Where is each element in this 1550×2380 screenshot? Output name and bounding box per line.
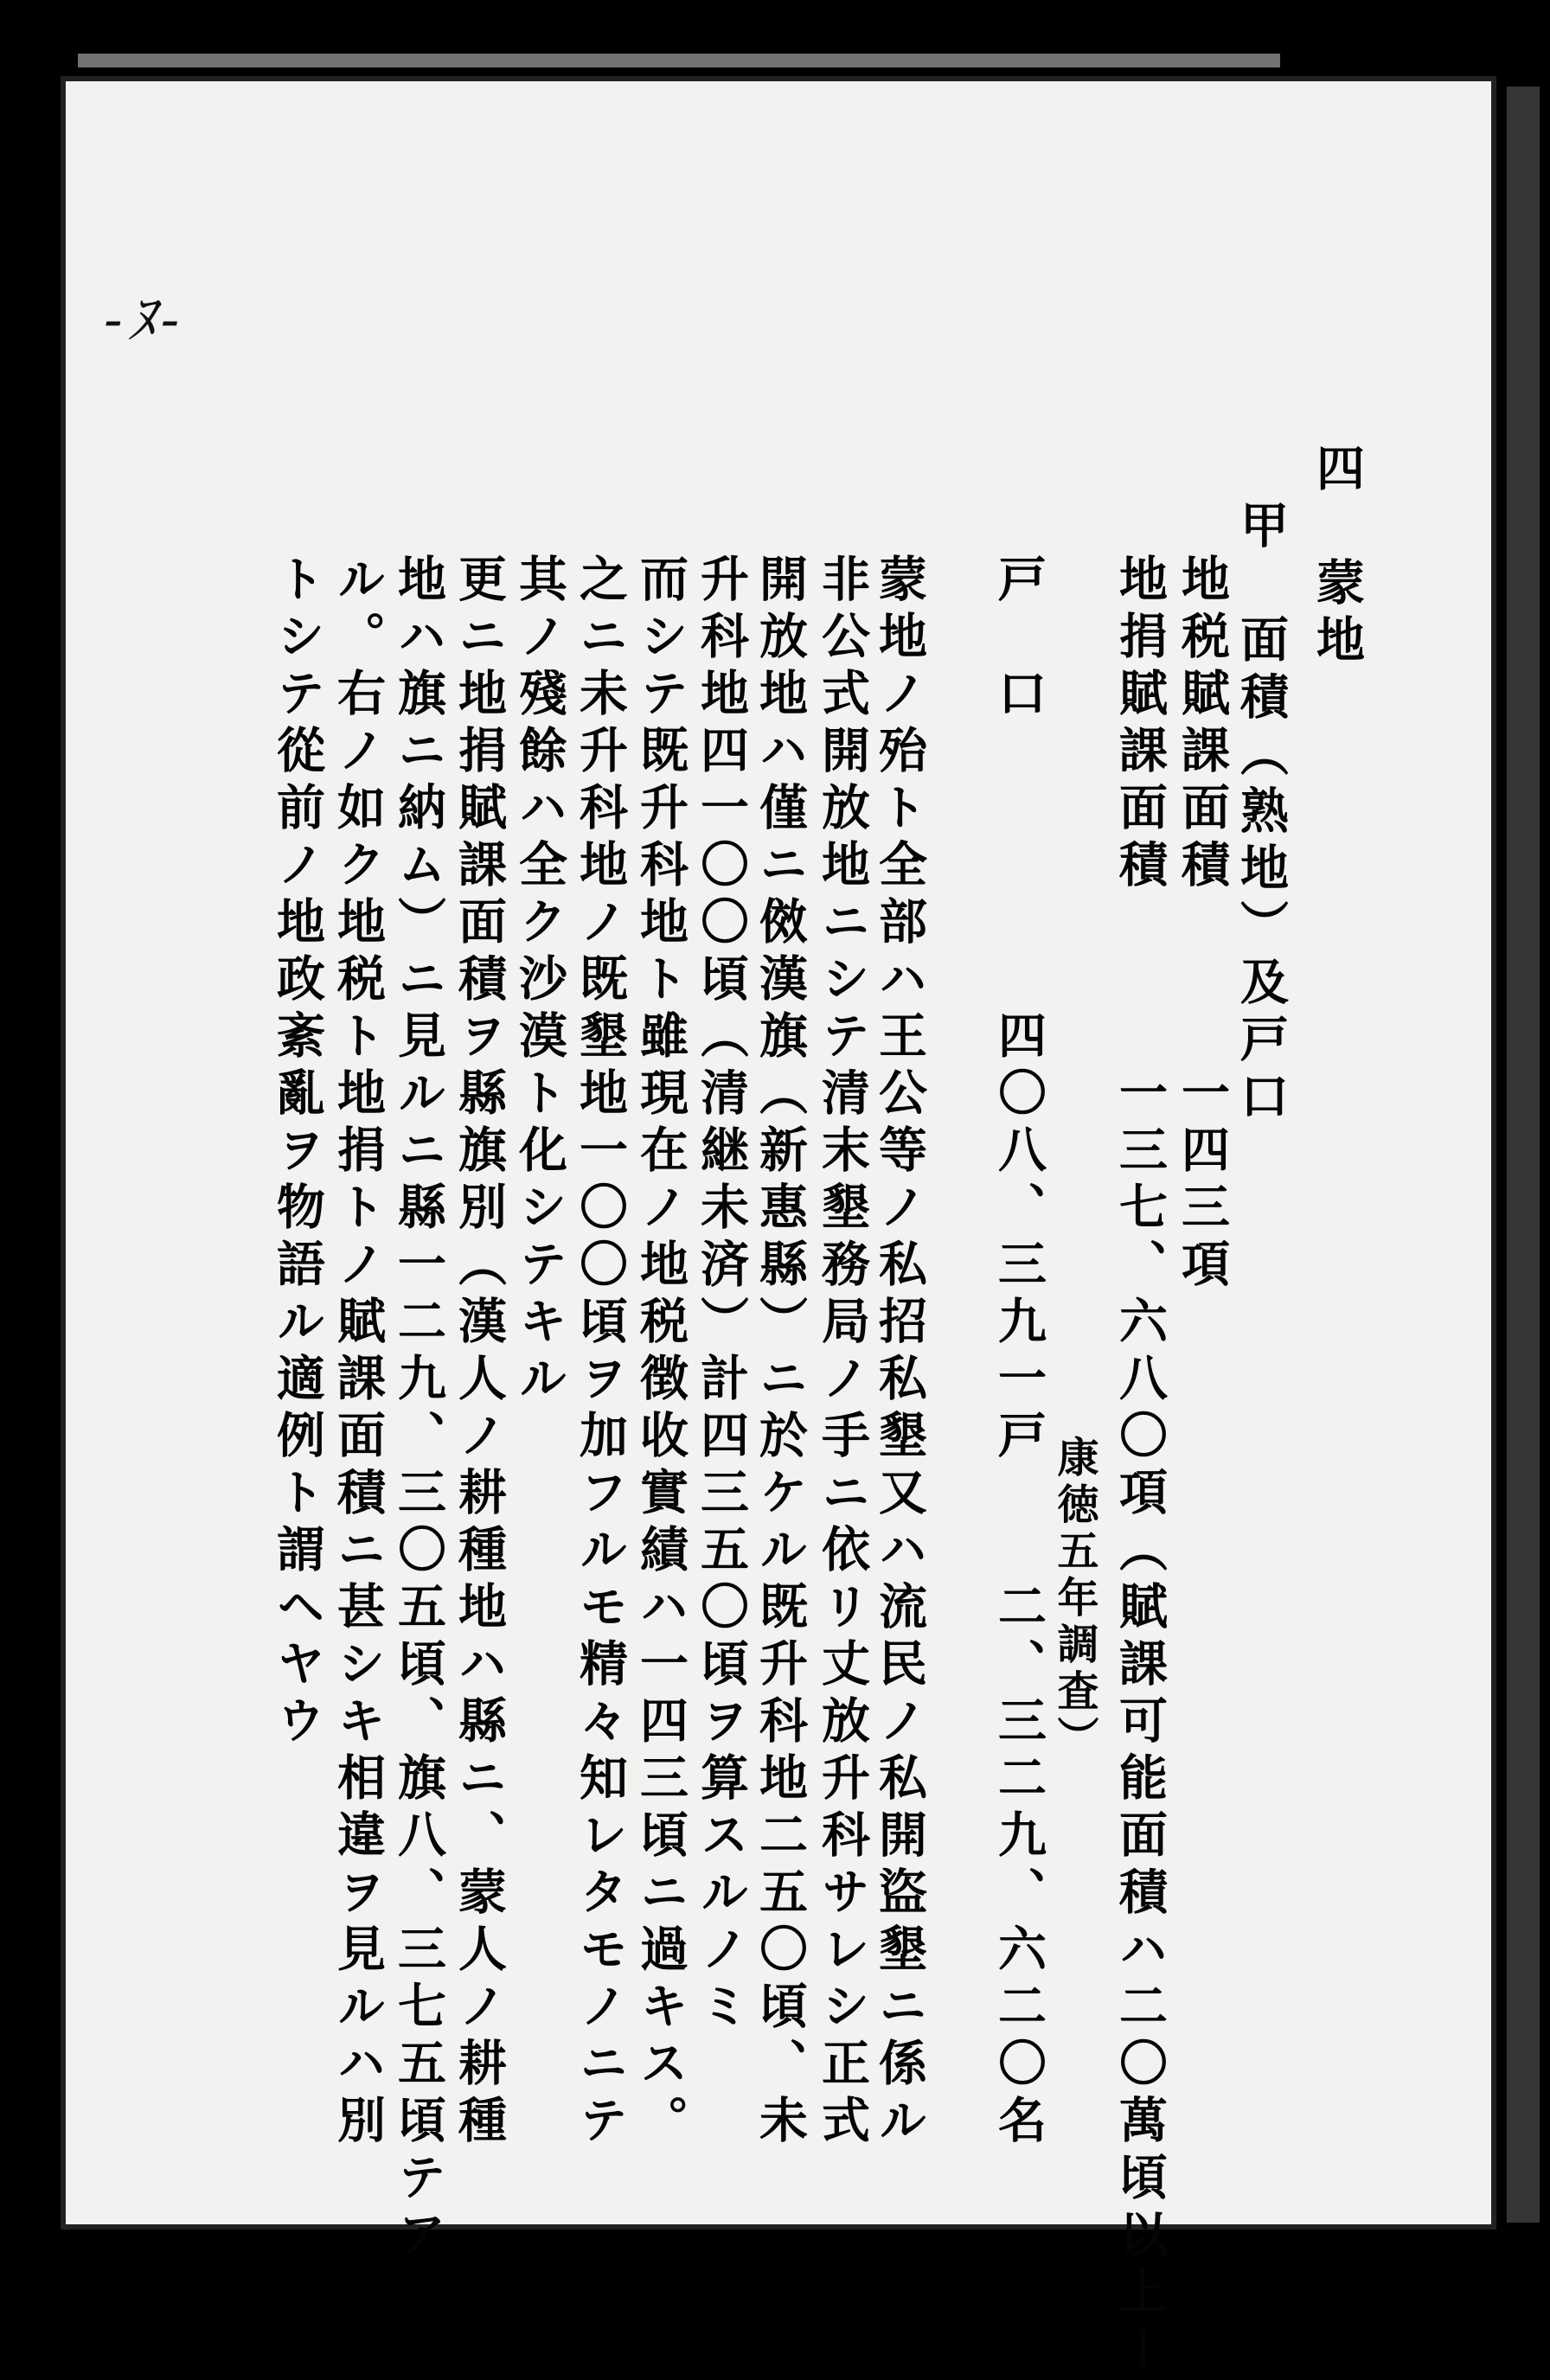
body-line-7: 其ノ殘餘ハ全ク沙漠ト化シテキル	[511, 553, 568, 1410]
land-tax-area-line: 地捐賦課面積 一三七、六八〇項（賦課可能面積ハ二〇萬頃以上ー	[1111, 553, 1169, 2380]
body-line-2: 非公式開放地ニシテ清末墾務局ノ手ニ依リ丈放升科サレシ正式	[814, 553, 871, 2152]
page-top-edge	[78, 54, 1280, 67]
page-number: -ﾇ-	[104, 288, 185, 352]
tax-area-line: 地税賦課面積 一四三項	[1174, 553, 1231, 1296]
body-line-4: 升科地四一〇〇頃（清継未済）計四三五〇頃ヲ算スルノミ	[693, 553, 750, 2038]
binding-strip	[1507, 86, 1540, 2223]
body-line-1: 蒙地ノ殆ト全部ハ王公等ノ私招私墾又ハ流民ノ私開盜墾ニ係ル	[871, 553, 928, 2152]
households-line: 戸 口 四〇八、三九一戸 二、三二九、六二〇名	[990, 553, 1047, 2152]
body-line-9: 地ハ旗ニ納ム）ニ見ルニ縣一二九、三〇五頃、旗八、三七五頃テア	[390, 553, 447, 2266]
land-tax-note: 康徳五年調査）	[1050, 1436, 1098, 1763]
body-line-8: 更ニ地捐賦課面積ヲ縣旗別（漢人ノ耕種地ハ縣ニ、蒙人ノ耕種	[451, 553, 508, 2152]
body-line-5: 而シテ既升科地ト雖現在ノ地税徴收實績ハ一四三頃ニ過キス。	[632, 553, 689, 2152]
body-line-3: 開放地ハ僅ニ傚漢旗（新惠縣）ニ於ケル既升科地二五〇頃、未	[752, 553, 809, 2152]
area-heading: 甲 面積（熟地）及戸口	[1233, 500, 1290, 1128]
section-heading: 四 蒙地	[1309, 443, 1366, 671]
body-line-6: 之ニ未升科地ノ既墾地一〇〇頃ヲ加フルモ精々知レタモノニテ	[572, 553, 629, 2152]
body-line-11: トシテ從前ノ地政紊亂ヲ物語ル適例ト謂ヘヤウ	[269, 553, 326, 1752]
body-line-10: ル。右ノ如ク地税ト地捐トノ賦課面積ニ甚シキ相違ヲ見ルハ別	[330, 553, 387, 2152]
